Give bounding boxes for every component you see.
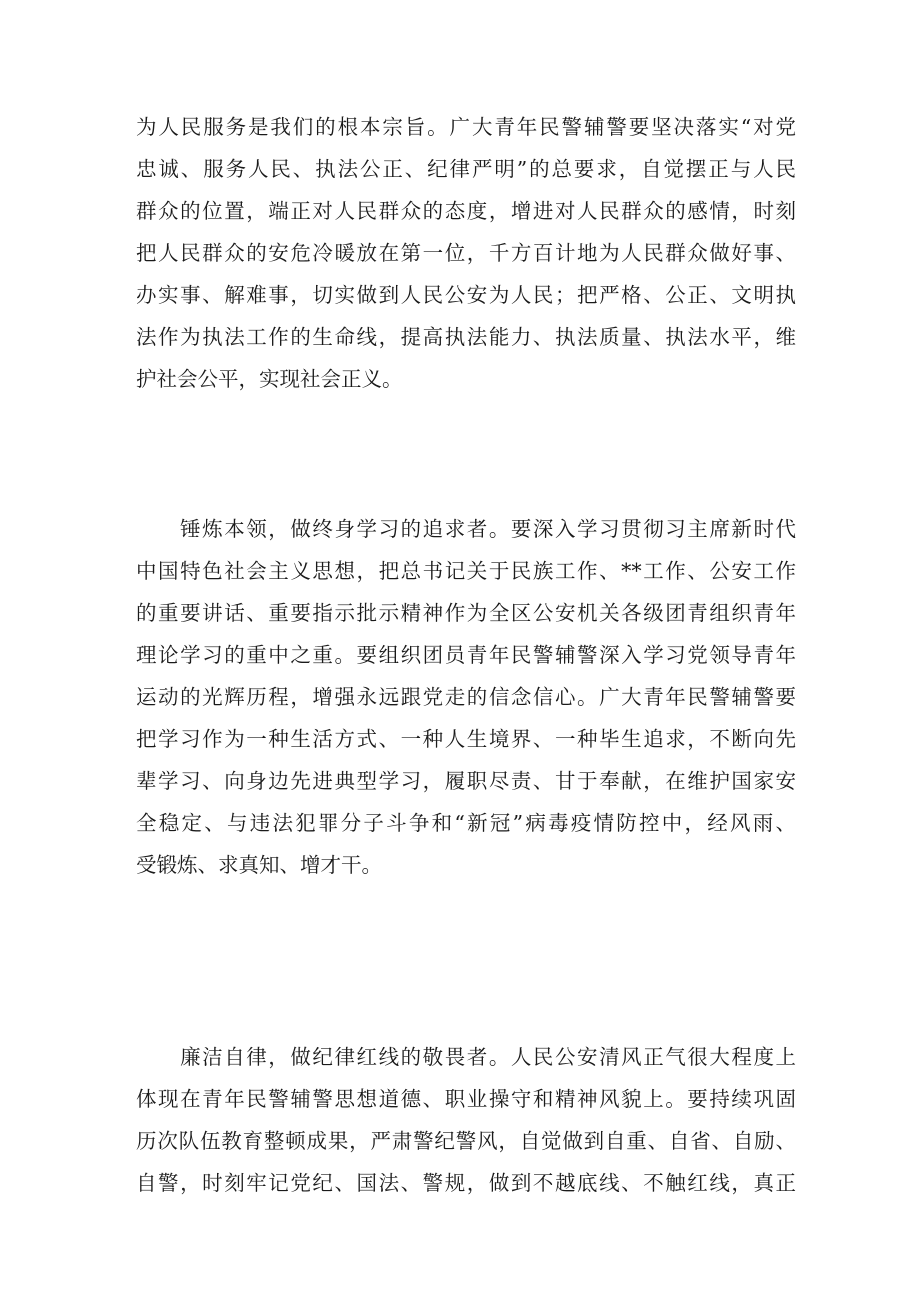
- text-line: 历次队伍教育整顿成果，严肃警纪警风，自觉做到自重、自省、自励、: [136, 1129, 796, 1153]
- text-line: 忠诚、服务人民、执法公正、纪律严明”的总要求，自觉摆正与人民: [136, 157, 796, 181]
- text-line: 法作为执法工作的生命线，提高执法能力、执法质量、执法水平，维: [136, 325, 796, 349]
- text-line: 把人民群众的安危冷暖放在第一位，千方百计地为人民群众做好事、: [136, 241, 796, 265]
- text-line: 自警，时刻牢记党纪、国法、警规，做到不越底线、不触红线，真正: [136, 1171, 796, 1195]
- paragraph-serve-people: [136, 106, 796, 400]
- text-line: 理论学习的重中之重。要组织团员青年民警辅警深入学习党领导青年: [136, 643, 796, 667]
- text-line: 全稳定、与违法犯罪分子斗争和“新冠”病毒疫情防控中，经风雨、: [136, 811, 796, 835]
- text-line: 护社会公平，实现社会正义。: [136, 367, 403, 391]
- text-line: 受锻炼、求真知、增才干。: [136, 853, 382, 877]
- text-line: 廉洁自律，做纪律红线的敬畏者。人民公安清风正气很大程度上: [136, 1045, 796, 1069]
- text-line: 把学习作为一种生活方式、一种人生境界、一种毕生追求，不断向先: [136, 727, 796, 751]
- text-line: 办实事、解难事，切实做到人民公安为人民；把严格、公正、文明执: [136, 283, 796, 307]
- text-line: 体现在青年民警辅警思想道德、职业操守和精神风貌上。要持续巩固: [136, 1087, 796, 1111]
- text-line: 辈学习、向身边先进典型学习，履职尽责、甘于奉献，在维护国家安: [136, 769, 796, 793]
- text-line: 的重要讲话、重要指示批示精神作为全区公安机关各级团青组织青年: [136, 601, 796, 625]
- text-line: 群众的位置，端正对人民群众的态度，增进对人民群众的感情，时刻: [136, 199, 796, 223]
- text-line: 中国特色社会主义思想，把总书记关于民族工作、**工作、公安工作: [136, 559, 796, 583]
- text-line: 锤炼本领，做终身学习的追求者。要深入学习贯彻习主席新时代: [136, 517, 796, 541]
- text-line: 运动的光辉历程，增强永远跟党走的信念信心。广大青年民警辅警要: [136, 685, 796, 709]
- paragraph-integrity-discipline: [136, 1036, 796, 1204]
- text-line: 为人民服务是我们的根本宗旨。广大青年民警辅警要坚决落实“对党: [136, 115, 796, 139]
- paragraph-lifelong-learning: [136, 508, 796, 886]
